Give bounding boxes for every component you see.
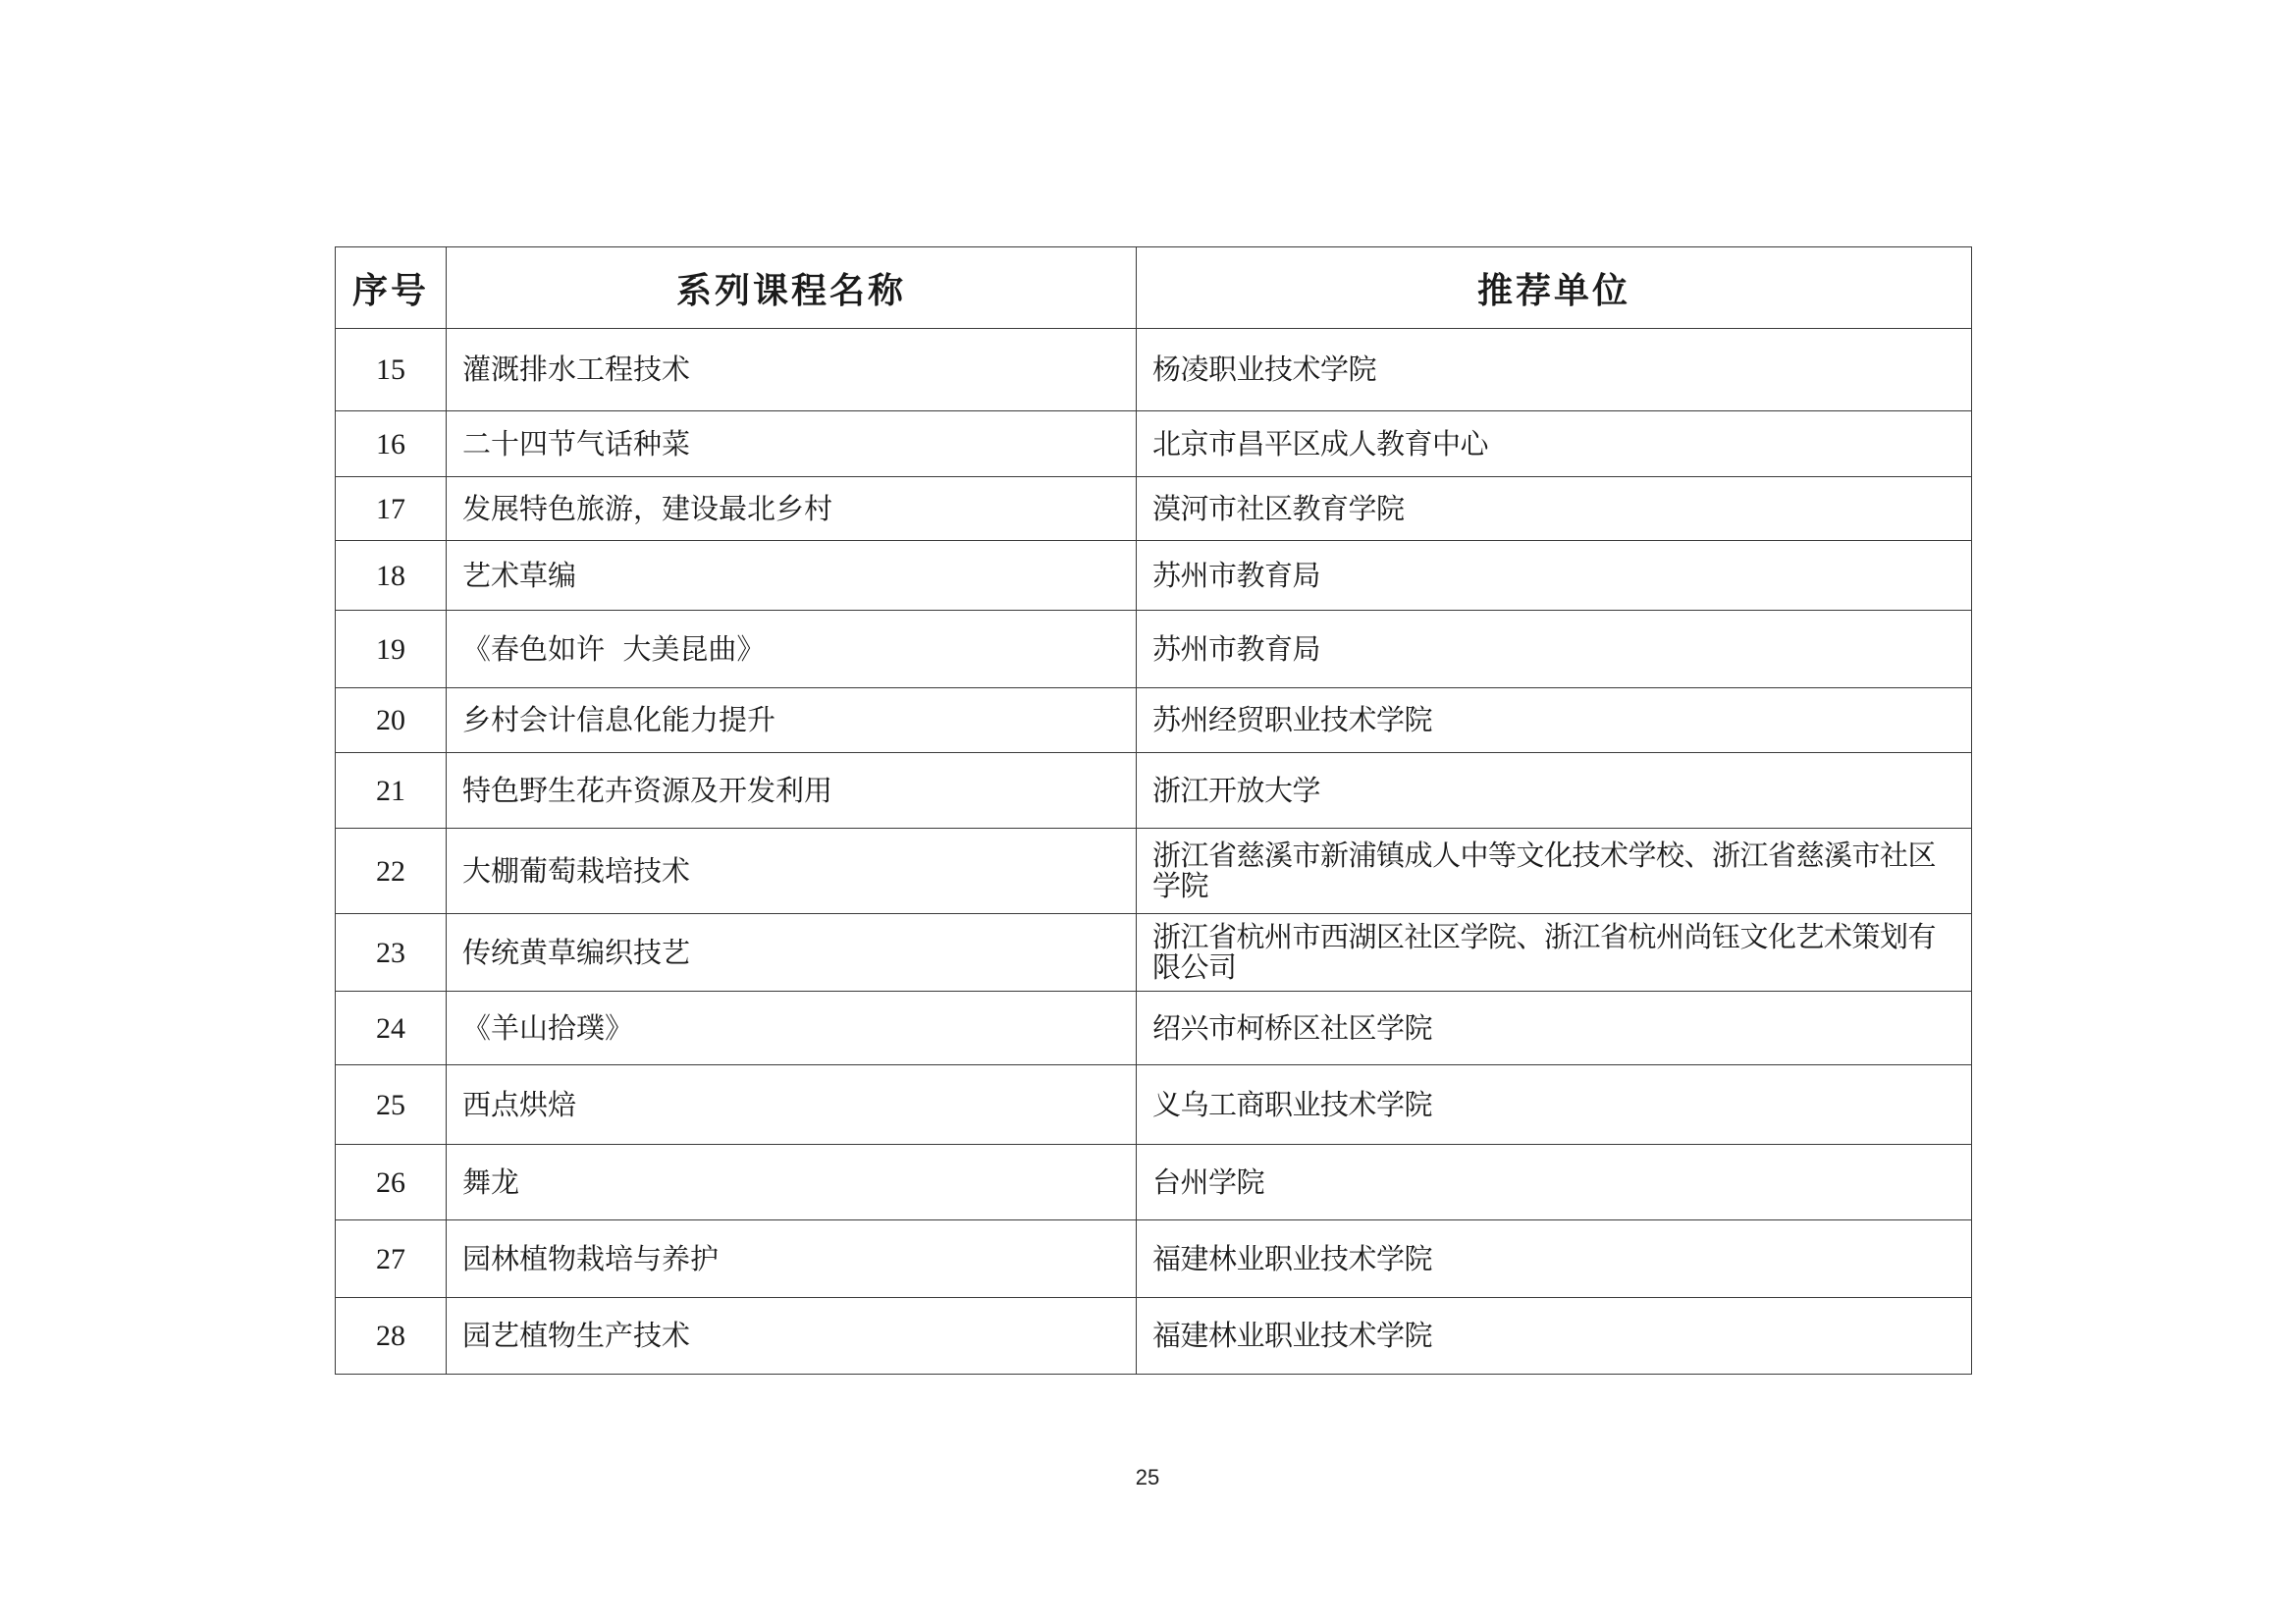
row-course-name: 乡村会计信息化能力提升 [447, 688, 1137, 753]
header-serial-number: 序号 [336, 247, 447, 329]
row-serial-number: 23 [336, 914, 447, 992]
row-recommending-unit: 台州学院 [1137, 1145, 1972, 1220]
row-recommending-unit: 苏州市教育局 [1137, 541, 1972, 611]
row-serial-number: 26 [336, 1145, 447, 1220]
row-course-name: 传统黄草编织技艺 [447, 914, 1137, 992]
row-recommending-unit: 绍兴市柯桥区社区学院 [1137, 992, 1972, 1065]
row-recommending-unit: 义乌工商职业技术学院 [1137, 1065, 1972, 1145]
row-serial-number: 27 [336, 1220, 447, 1298]
row-serial-number: 16 [336, 411, 447, 477]
row-course-name: 大棚葡萄栽培技术 [447, 829, 1137, 914]
row-serial-number: 25 [336, 1065, 447, 1145]
row-serial-number: 20 [336, 688, 447, 753]
row-recommending-unit: 苏州经贸职业技术学院 [1137, 688, 1972, 753]
row-recommending-unit: 浙江省杭州市西湖区社区学院、浙江省杭州尚钰文化艺术策划有限公司 [1137, 914, 1972, 992]
row-recommending-unit: 福建林业职业技术学院 [1137, 1220, 1972, 1298]
row-course-name: 园林植物栽培与养护 [447, 1220, 1137, 1298]
course-table [335, 246, 1972, 1375]
table-row [336, 914, 1972, 992]
row-serial-number: 17 [336, 477, 447, 541]
row-course-name: 西点烘焙 [447, 1065, 1137, 1145]
row-course-name: 特色野生花卉资源及开发利用 [447, 753, 1137, 829]
table-row [336, 477, 1972, 541]
table-row [336, 329, 1972, 411]
row-recommending-unit: 杨凌职业技术学院 [1137, 329, 1972, 411]
row-course-name: 舞龙 [447, 1145, 1137, 1220]
row-course-name: 二十四节气话种菜 [447, 411, 1137, 477]
row-recommending-unit: 苏州市教育局 [1137, 611, 1972, 688]
row-serial-number: 28 [336, 1298, 447, 1375]
row-course-name: 《羊山拾璞》 [447, 992, 1137, 1065]
table-row [336, 1298, 1972, 1375]
row-course-name: 灌溉排水工程技术 [447, 329, 1137, 411]
row-serial-number: 21 [336, 753, 447, 829]
header-course-name: 系列课程名称 [447, 247, 1137, 329]
table-row [336, 1145, 1972, 1220]
page-number: 25 [1135, 1465, 1160, 1489]
row-recommending-unit: 浙江省慈溪市新浦镇成人中等文化技术学校、浙江省慈溪市社区学院 [1137, 829, 1972, 914]
row-recommending-unit: 福建林业职业技术学院 [1137, 1298, 1972, 1375]
row-serial-number: 15 [336, 329, 447, 411]
row-course-name: 艺术草编 [447, 541, 1137, 611]
row-serial-number: 18 [336, 541, 447, 611]
row-course-name: 《春色如许 大美昆曲》 [447, 611, 1137, 688]
table-row [336, 541, 1972, 611]
row-recommending-unit: 浙江开放大学 [1137, 753, 1972, 829]
table-row [336, 1220, 1972, 1298]
row-recommending-unit: 漠河市社区教育学院 [1137, 477, 1972, 541]
table-row [336, 829, 1972, 914]
table-row [336, 1065, 1972, 1145]
table-row [336, 688, 1972, 753]
header-recommending-unit: 推荐单位 [1137, 247, 1972, 329]
row-course-name: 发展特色旅游，建设最北乡村 [447, 477, 1137, 541]
row-serial-number: 24 [336, 992, 447, 1065]
table-row [336, 753, 1972, 829]
row-serial-number: 19 [336, 611, 447, 688]
row-serial-number: 22 [336, 829, 447, 914]
table-row [336, 992, 1972, 1065]
row-recommending-unit: 北京市昌平区成人教育中心 [1137, 411, 1972, 477]
table-row [336, 611, 1972, 688]
table-header-row [336, 247, 1972, 329]
row-course-name: 园艺植物生产技术 [447, 1298, 1137, 1375]
table-row [336, 411, 1972, 477]
